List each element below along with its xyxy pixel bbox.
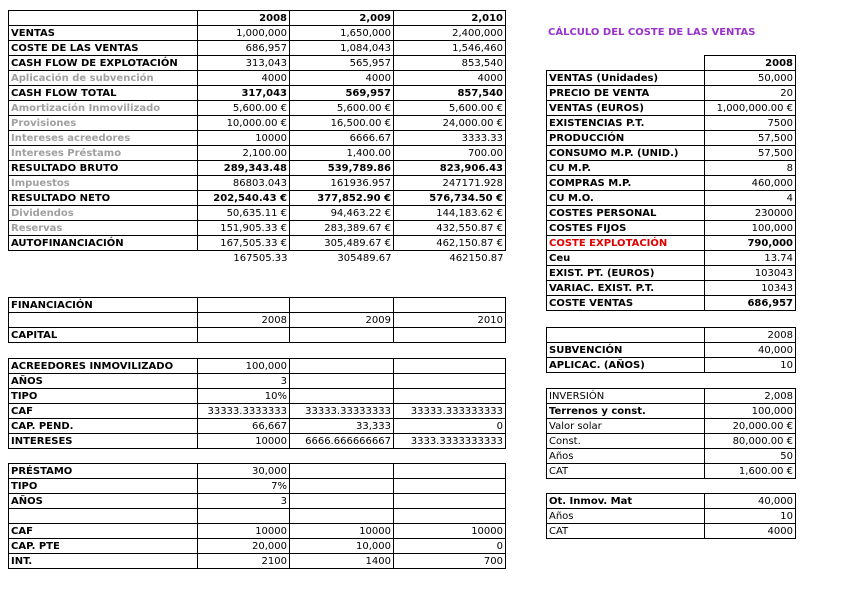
data-row [547, 116, 796, 131]
data-row [547, 404, 796, 419]
results-row [9, 221, 506, 236]
value-cell[interactable]: 33333.3333333 [198, 404, 290, 419]
results-row [9, 41, 506, 56]
row-label-cell[interactable]: APLICAC. (AÑOS) [547, 358, 705, 373]
row-label-cell[interactable]: CAT [547, 464, 705, 479]
loan-table-bottom [8, 523, 506, 569]
data-row [547, 101, 796, 116]
value-cell[interactable]: 462,150.87 € [394, 236, 506, 251]
value-cell[interactable]: 0 [394, 539, 506, 554]
value-cell[interactable]: 202,540.43 € [198, 191, 290, 206]
value-cell[interactable] [290, 464, 394, 479]
value-cell[interactable]: 167,505.33 € [198, 236, 290, 251]
data-row [547, 494, 796, 509]
row-label-cell[interactable]: VARIAC. EXIST. P.T. [547, 281, 705, 296]
value-cell[interactable]: 3333.33 [394, 131, 506, 146]
value-cell[interactable]: 2100 [198, 554, 290, 569]
value-cell[interactable]: 30,000 [198, 464, 290, 479]
row-label-cell[interactable]: CASH FLOW TOTAL [9, 86, 198, 101]
data-row [547, 71, 796, 86]
results-row [9, 131, 506, 146]
value-cell[interactable]: 565,957 [290, 56, 394, 71]
value-cell[interactable]: 16,500.00 € [290, 116, 394, 131]
data-row [547, 86, 796, 101]
data-row [9, 434, 506, 449]
financing-table [8, 297, 506, 343]
row-label-cell[interactable]: VENTAS (Unidades) [547, 71, 705, 86]
data-row [547, 419, 796, 434]
value-cell[interactable] [394, 359, 506, 374]
row-label-cell[interactable]: CONSUMO M.P. (UNID.) [547, 146, 705, 161]
row-label-cell[interactable]: PRECIO DE VENTA [547, 86, 705, 101]
results-row [9, 146, 506, 161]
capital-row [9, 328, 506, 343]
value-cell[interactable]: 4000 [394, 71, 506, 86]
row-label-cell[interactable]: COSTES PERSONAL [547, 206, 705, 221]
capital-label: CAPITAL [9, 328, 198, 343]
value-cell[interactable]: 1,400.00 [290, 146, 394, 161]
data-row [547, 161, 796, 176]
value-cell[interactable]: 10,000 [290, 539, 394, 554]
row-label-cell[interactable]: INTERESES [9, 434, 198, 449]
value-cell[interactable]: 460,000 [705, 176, 796, 191]
row-label-cell[interactable]: INVERSIÓN [547, 389, 705, 404]
value-cell[interactable]: 10 [705, 509, 796, 524]
value-cell[interactable]: 167505.33 [233, 252, 288, 264]
row-label-cell[interactable]: CAP. PEND. [9, 419, 198, 434]
value-cell[interactable]: 100,000 [705, 404, 796, 419]
row-label-cell[interactable]: EXISTENCIAS P.T. [547, 116, 705, 131]
year-cell: 2009 [290, 313, 394, 328]
row-label-cell[interactable]: CAF [9, 524, 198, 539]
value-cell[interactable]: 10000 [198, 434, 290, 449]
value-cell[interactable]: 13.74 [705, 251, 796, 266]
value-cell[interactable]: 432,550.87 € [394, 221, 506, 236]
results-extra-row [9, 251, 506, 266]
row-label-cell[interactable]: COSTE DE LAS VENTAS [9, 41, 198, 56]
value-cell[interactable]: 40,000 [705, 494, 796, 509]
value-cell[interactable]: 686,957 [705, 296, 796, 311]
creditors-table [8, 358, 506, 449]
value-cell[interactable]: 6666.666666667 [290, 434, 394, 449]
value-cell[interactable]: 283,389.67 € [290, 221, 394, 236]
value-cell[interactable]: 50,635.11 € [198, 206, 290, 221]
row-label-cell[interactable]: CU M.O. [547, 191, 705, 206]
row-label-cell[interactable]: Valor solar [547, 419, 705, 434]
value-cell[interactable]: 230000 [705, 206, 796, 221]
value-cell[interactable]: 80,000.00 € [705, 434, 796, 449]
results-header-row [9, 11, 506, 26]
cost-calc-title: CÁLCULO DEL COSTE DE LAS VENTAS [548, 27, 756, 38]
data-row [547, 464, 796, 479]
results-row [9, 71, 506, 86]
value-cell[interactable]: 4000 [198, 71, 290, 86]
value-cell[interactable]: 700.00 [394, 146, 506, 161]
results-row [9, 101, 506, 116]
row-label-cell[interactable]: RESULTADO BRUTO [9, 161, 198, 176]
row-label-cell[interactable]: Aplicación de subvención [9, 71, 198, 86]
results-row [9, 236, 506, 251]
value-cell[interactable]: 2,400,000 [394, 26, 506, 41]
value-cell[interactable]: 10 [705, 358, 796, 373]
subsidy-year-row [547, 328, 796, 343]
row-label-cell[interactable]: Amortización Inmovilizado [9, 101, 198, 116]
row-label-cell[interactable]: PRODUCCIÓN [547, 131, 705, 146]
subsidy-table [546, 327, 796, 373]
value-cell[interactable]: 377,852.90 € [290, 191, 394, 206]
financing-title: FINANCIACIÓN [9, 298, 198, 313]
year-cell: 2008 [705, 328, 796, 343]
value-cell[interactable]: 1,650,000 [290, 26, 394, 41]
data-row [9, 539, 506, 554]
data-row [9, 524, 506, 539]
row-label-cell[interactable]: Terrenos y const. [547, 404, 705, 419]
results-row [9, 161, 506, 176]
row-label-cell[interactable]: INT. [9, 554, 198, 569]
data-row [547, 509, 796, 524]
value-cell[interactable]: 1,600.00 € [705, 464, 796, 479]
value-cell[interactable]: 5,600.00 € [290, 101, 394, 116]
value-cell[interactable] [290, 494, 394, 509]
value-cell[interactable]: 8 [705, 161, 796, 176]
value-cell[interactable]: 4000 [705, 524, 796, 539]
value-cell[interactable]: 3 [198, 494, 290, 509]
results-row [9, 86, 506, 101]
value-cell[interactable]: 10000 [290, 524, 394, 539]
row-label-cell[interactable]: COMPRAS M.P. [547, 176, 705, 191]
data-row [547, 251, 796, 266]
results-row [9, 26, 506, 41]
empty-cell[interactable] [198, 509, 290, 524]
value-cell[interactable]: 700 [394, 554, 506, 569]
value-cell[interactable]: 6666.67 [290, 131, 394, 146]
financing-title-row [9, 298, 506, 313]
row-label-cell[interactable]: AUTOFINANCIACIÓN [9, 236, 198, 251]
value-cell[interactable]: 24,000.00 € [394, 116, 506, 131]
other-assets-table [546, 493, 796, 539]
value-cell[interactable] [290, 479, 394, 494]
value-cell[interactable]: 57,500 [705, 146, 796, 161]
value-cell[interactable]: 5,600.00 € [198, 101, 290, 116]
data-row [547, 449, 796, 464]
empty-cell[interactable] [9, 509, 198, 524]
value-cell[interactable]: 4 [705, 191, 796, 206]
year-cell: 2008 [198, 313, 290, 328]
value-cell[interactable]: 5,600.00 € [394, 101, 506, 116]
data-row [547, 281, 796, 296]
loan-table-top [8, 463, 506, 524]
financing-years-row [9, 313, 506, 328]
row-label-cell[interactable]: COSTE VENTAS [547, 296, 705, 311]
value-cell[interactable]: 33333.333333333 [394, 404, 506, 419]
value-cell[interactable]: 305,489.67 € [290, 236, 394, 251]
empty-cell[interactable] [9, 251, 198, 266]
value-cell[interactable]: 10000 [394, 524, 506, 539]
data-row [547, 176, 796, 191]
value-cell[interactable]: 94,463.22 € [290, 206, 394, 221]
row-label-cell[interactable]: Reservas [9, 221, 198, 236]
data-row [547, 146, 796, 161]
data-row [547, 296, 796, 311]
data-row [547, 206, 796, 221]
value-cell[interactable] [394, 494, 506, 509]
value-cell[interactable]: 10,000.00 € [198, 116, 290, 131]
row-label-cell[interactable]: SUBVENCIÓN [547, 343, 705, 358]
year-cell: 2010 [394, 313, 506, 328]
data-row [9, 464, 506, 479]
empty-cell[interactable] [394, 509, 506, 524]
value-cell[interactable]: 462150.87 [449, 252, 504, 264]
value-cell[interactable]: 1,546,460 [394, 41, 506, 56]
row-label-cell[interactable]: Const. [547, 434, 705, 449]
results-row [9, 206, 506, 221]
row-label-cell[interactable]: Provisiones [9, 116, 198, 131]
year-header-cell[interactable]: 2008 [198, 11, 290, 26]
value-cell[interactable]: 853,540 [394, 56, 506, 71]
value-cell[interactable]: 1,000,000.00 € [705, 101, 796, 116]
data-row [9, 389, 506, 404]
value-cell[interactable]: 7500 [705, 116, 796, 131]
value-cell[interactable]: 40,000 [705, 343, 796, 358]
value-cell[interactable]: 10% [198, 389, 290, 404]
results-row [9, 191, 506, 206]
row-label-cell[interactable]: Intereses Préstamo [9, 146, 198, 161]
cost-year-row [547, 56, 796, 71]
row-label-cell[interactable]: Años [547, 509, 705, 524]
value-cell[interactable]: 50,000 [705, 71, 796, 86]
value-cell[interactable]: 33333.33333333 [290, 404, 394, 419]
data-row [9, 554, 506, 569]
value-cell[interactable]: 823,906.43 [394, 161, 506, 176]
row-label-cell[interactable]: VENTAS (EUROS) [547, 101, 705, 116]
investment-table [546, 388, 796, 479]
value-cell[interactable] [394, 479, 506, 494]
data-row [547, 343, 796, 358]
row-label-cell[interactable]: TIPO [9, 479, 198, 494]
data-row [547, 358, 796, 373]
value-cell[interactable]: 20,000.00 € [705, 419, 796, 434]
results-table [8, 10, 506, 265]
row-label-cell[interactable]: AÑOS [9, 374, 198, 389]
results-row [9, 116, 506, 131]
cost-calc-table [546, 55, 796, 311]
value-cell[interactable]: 1400 [290, 554, 394, 569]
value-cell[interactable]: 100,000 [198, 359, 290, 374]
row-label-cell[interactable]: CAF [9, 404, 198, 419]
value-cell[interactable]: 103043 [705, 266, 796, 281]
value-cell[interactable]: 790,000 [705, 236, 796, 251]
value-cell[interactable]: 20 [705, 86, 796, 101]
data-row [9, 359, 506, 374]
data-row [547, 191, 796, 206]
value-cell[interactable]: 305489.67 [337, 252, 392, 264]
row-label-cell[interactable]: CAT [547, 524, 705, 539]
data-row [9, 494, 506, 509]
value-cell[interactable] [394, 374, 506, 389]
row-label-cell[interactable]: Intereses acreedores [9, 131, 198, 146]
value-cell[interactable]: 10000 [198, 131, 290, 146]
value-cell[interactable]: 50 [705, 449, 796, 464]
data-row [9, 374, 506, 389]
data-row [547, 524, 796, 539]
value-cell[interactable] [394, 464, 506, 479]
value-cell[interactable] [290, 389, 394, 404]
value-cell[interactable]: 4000 [290, 71, 394, 86]
row-label-cell[interactable]: COSTE EXPLOTACIÓN [547, 236, 705, 251]
row-label-cell[interactable]: CU M.P. [547, 161, 705, 176]
value-cell[interactable]: 161936.957 [290, 176, 394, 191]
data-row [547, 389, 796, 404]
row-label-cell[interactable]: RESULTADO NETO [9, 191, 198, 206]
year-header-cell[interactable]: 2,010 [394, 11, 506, 26]
value-cell[interactable]: 7% [198, 479, 290, 494]
row-label-cell[interactable]: Impuestos [9, 176, 198, 191]
value-cell[interactable]: 20,000 [198, 539, 290, 554]
value-cell[interactable]: 151,905.33 € [198, 221, 290, 236]
row-label-cell[interactable]: PRÉSTAMO [9, 464, 198, 479]
row-label-cell[interactable]: COSTES FIJOS [547, 221, 705, 236]
results-row [9, 56, 506, 71]
data-row [547, 221, 796, 236]
value-cell[interactable]: 247171.928 [394, 176, 506, 191]
blank-row [9, 509, 506, 524]
value-cell[interactable]: 539,789.86 [290, 161, 394, 176]
row-label-cell[interactable]: Dividendos [9, 206, 198, 221]
value-cell[interactable]: 1,000,000 [198, 26, 290, 41]
row-label-cell[interactable]: Años [547, 449, 705, 464]
results-row [9, 176, 506, 191]
value-cell[interactable]: 66,667 [198, 419, 290, 434]
data-row [547, 434, 796, 449]
row-label-cell[interactable]: AÑOS [9, 494, 198, 509]
value-cell[interactable]: 100,000 [705, 221, 796, 236]
value-cell[interactable]: 857,540 [394, 86, 506, 101]
row-label-cell[interactable]: CASH FLOW DE EXPLOTACIÓN [9, 56, 198, 71]
data-row [9, 419, 506, 434]
value-cell[interactable]: 2,008 [705, 389, 796, 404]
year-cell: 2008 [705, 56, 796, 71]
value-cell[interactable]: 313,043 [198, 56, 290, 71]
value-cell[interactable]: 33,333 [290, 419, 394, 434]
row-label-cell[interactable]: ACREEDORES INMOVILIZADO [9, 359, 198, 374]
value-cell[interactable]: 2,100.00 [198, 146, 290, 161]
corner-cell[interactable] [9, 11, 198, 26]
value-cell[interactable]: 317,043 [198, 86, 290, 101]
value-cell[interactable]: 86803.043 [198, 176, 290, 191]
value-cell[interactable]: 576,734.50 € [394, 191, 506, 206]
value-cell[interactable]: 569,957 [290, 86, 394, 101]
value-cell[interactable]: 0 [394, 419, 506, 434]
year-header-cell[interactable]: 2,009 [290, 11, 394, 26]
row-label-cell[interactable]: TIPO [9, 389, 198, 404]
data-row [547, 131, 796, 146]
value-cell[interactable] [394, 389, 506, 404]
data-row [547, 266, 796, 281]
value-cell[interactable] [290, 374, 394, 389]
data-row [9, 479, 506, 494]
data-row [547, 236, 796, 251]
value-cell[interactable]: 10000 [198, 524, 290, 539]
value-cell[interactable]: 10343 [705, 281, 796, 296]
empty-cell[interactable] [290, 509, 394, 524]
value-cell[interactable]: 57,500 [705, 131, 796, 146]
row-label-cell[interactable]: Ot. Inmov. Mat [547, 494, 705, 509]
value-cell[interactable]: 289,343.48 [198, 161, 290, 176]
row-label-cell[interactable]: EXIST. PT. (EUROS) [547, 266, 705, 281]
value-cell[interactable]: 144,183.62 € [394, 206, 506, 221]
value-cell[interactable]: 686,957 [198, 41, 290, 56]
row-label-cell[interactable]: CAP. PTE [9, 539, 198, 554]
row-label-cell[interactable]: Ceu [547, 251, 705, 266]
value-cell[interactable]: 1,084,043 [290, 41, 394, 56]
data-row [9, 404, 506, 419]
value-cell[interactable]: 3 [198, 374, 290, 389]
value-cell[interactable]: 3333.3333333333 [394, 434, 506, 449]
row-label-cell[interactable]: VENTAS [9, 26, 198, 41]
value-cell[interactable] [290, 359, 394, 374]
